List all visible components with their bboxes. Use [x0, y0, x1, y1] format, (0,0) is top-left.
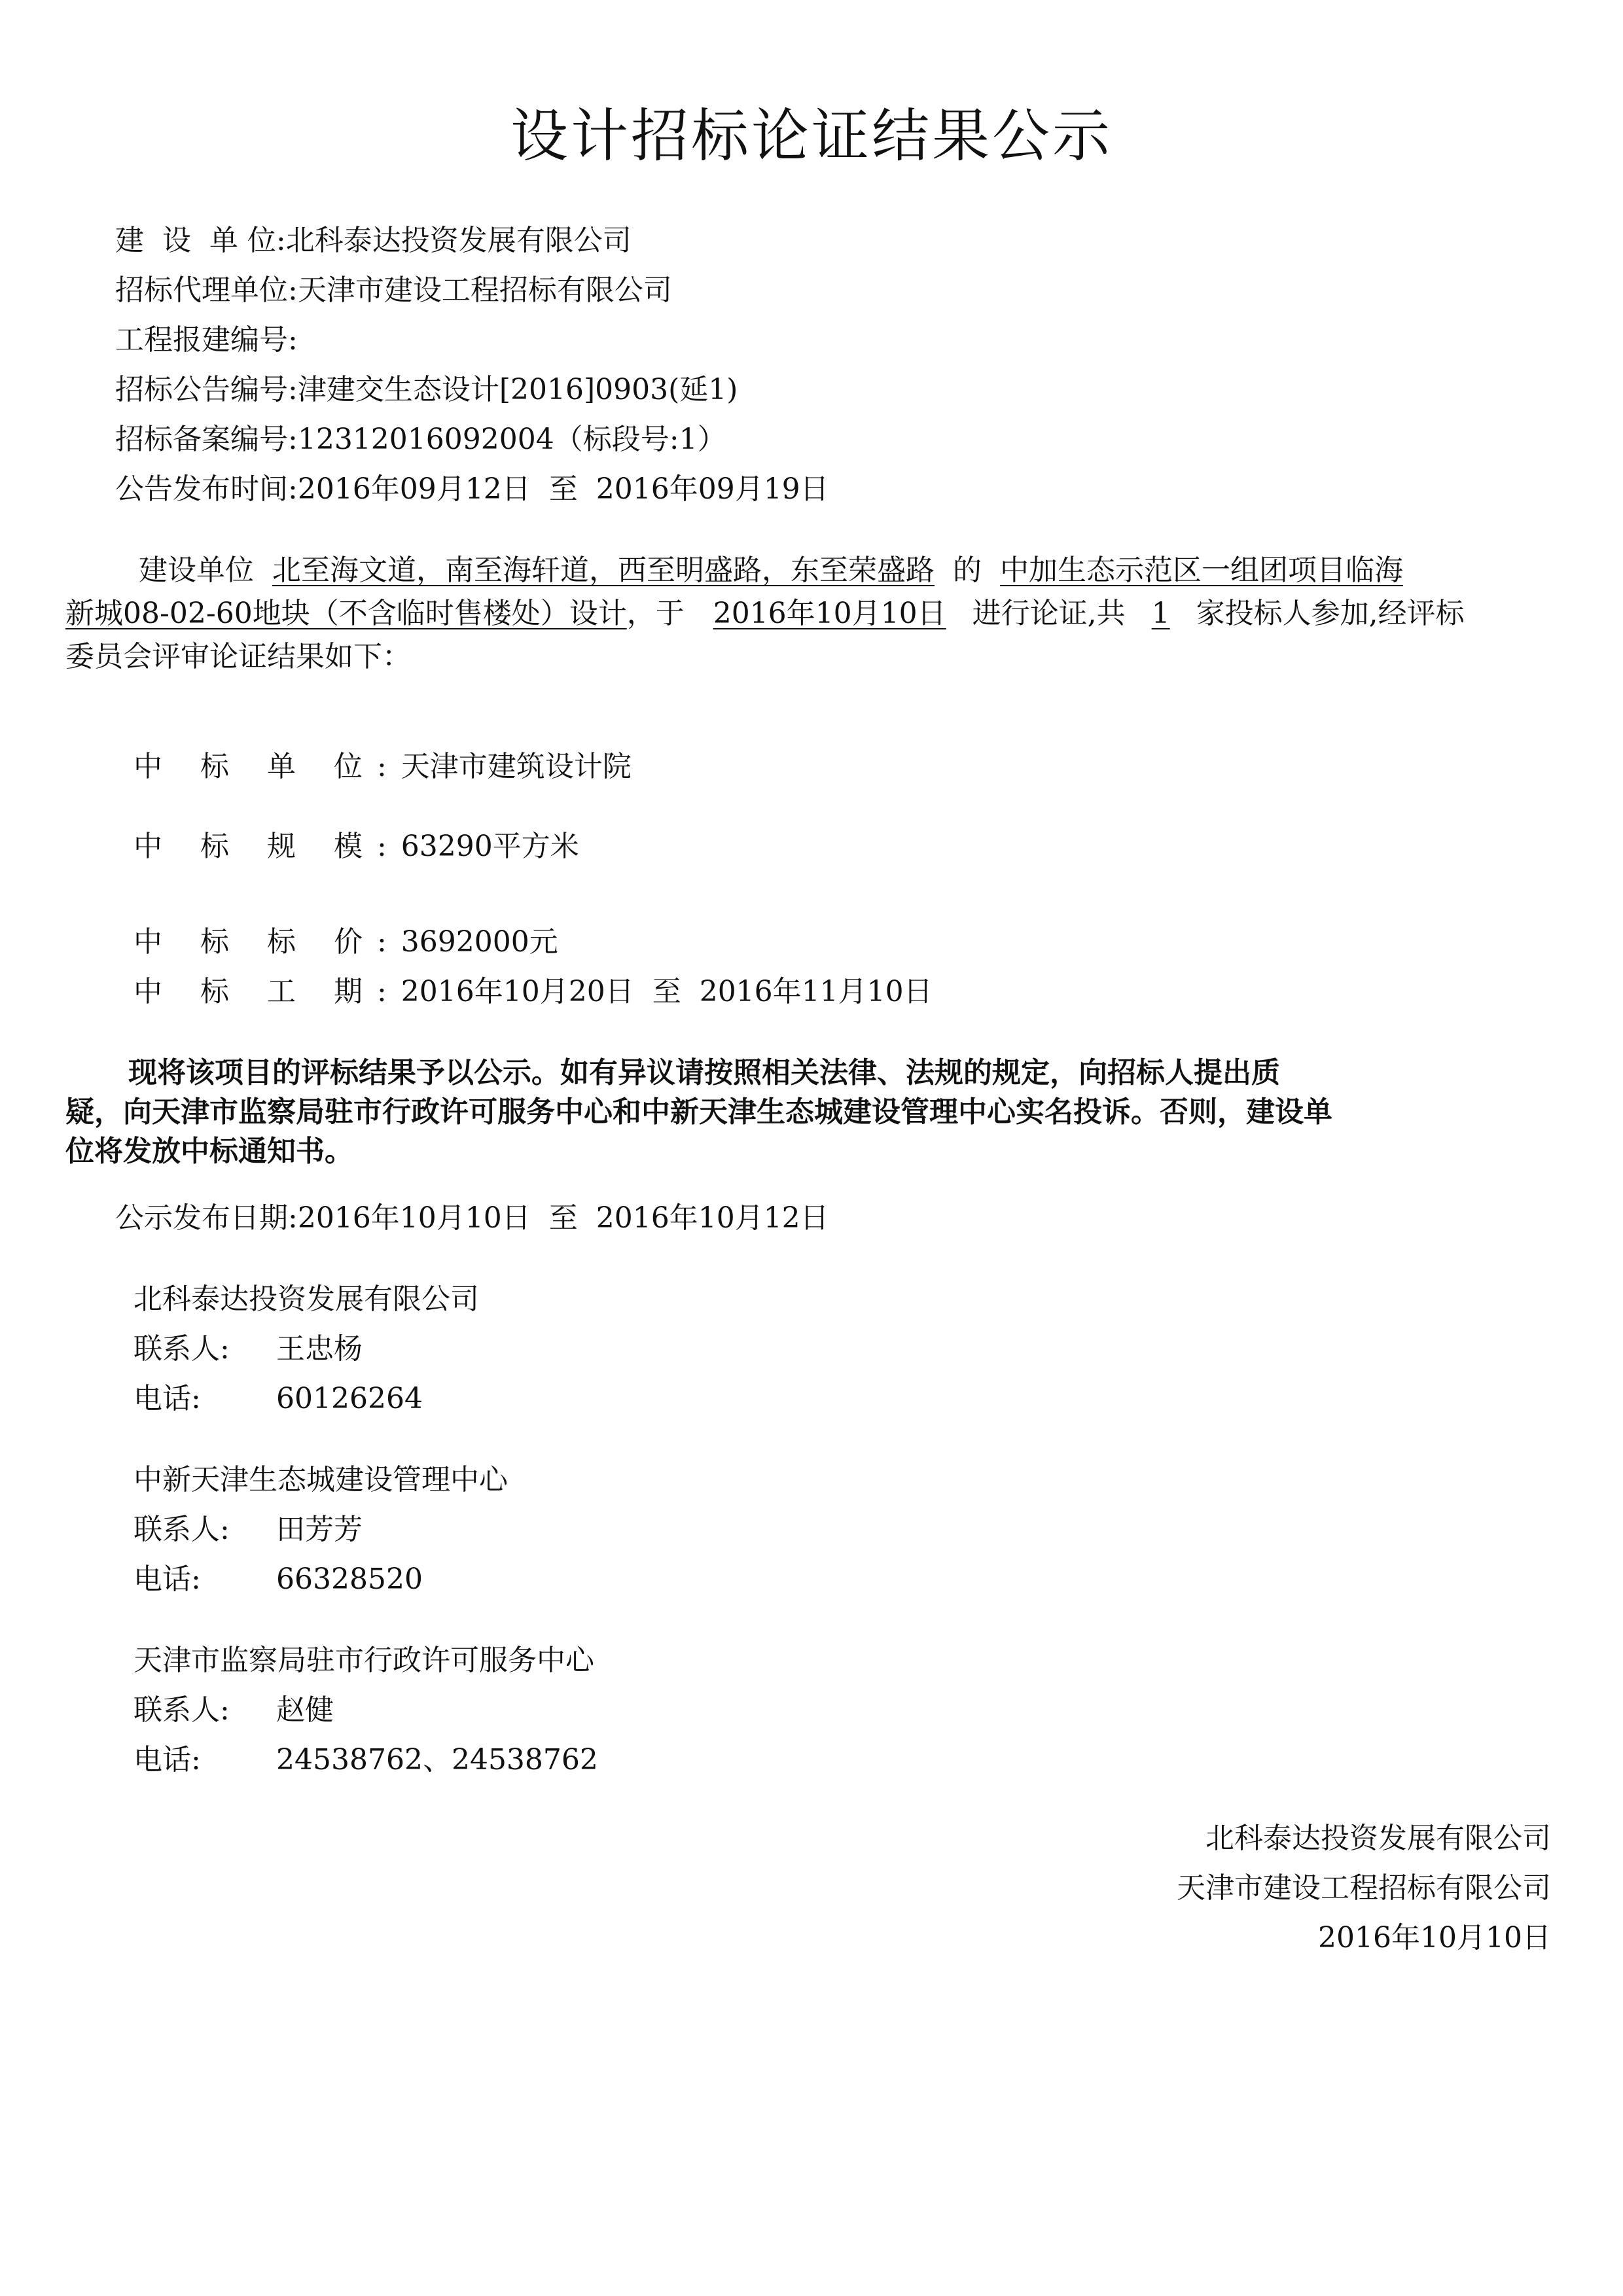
info-row-filing-number [115, 420, 726, 459]
result-row-winner [134, 747, 632, 786]
info-label: 公告发布时间: [115, 472, 298, 506]
result-value: 天津市建筑设计院 [401, 750, 632, 783]
result-label: 中 标 标 价: [134, 925, 401, 959]
contact-phone-label: 电话: [134, 1382, 201, 1415]
project-name-part-1: 中加生态示范区一组团项目临海 [1000, 554, 1403, 587]
contact-org: 天津市监察局驻市行政许可服务中心 [134, 1644, 594, 1677]
result-label: 中 标 工 期: [134, 975, 401, 1008]
project-location: 北至海文道，南至海轩道，西至明盛路，东至荣盛路 [272, 554, 935, 587]
result-value: 63290平方米 [401, 830, 579, 863]
intro-text: 进行论证,共 [972, 597, 1126, 630]
info-label: 建 设 单 位: [115, 224, 286, 257]
bidder-count: 1 [1151, 597, 1170, 630]
contact-person-row [134, 1691, 334, 1730]
intro-text: 家投标人参加,经评标 [1196, 597, 1465, 630]
info-row-project-number [115, 321, 298, 360]
result-value: 3692000元 [401, 925, 558, 959]
result-label: 中 标 单 位: [134, 750, 401, 783]
contact-phone-row [134, 1740, 598, 1780]
info-label: 招标备案编号: [115, 423, 298, 456]
result-row-period [134, 972, 933, 1012]
info-label: 工程报建编号: [115, 323, 298, 357]
contact-person-row [134, 1330, 363, 1369]
intro-line-3: 委员会评审论证结果如下： [65, 640, 411, 673]
info-row-announcement-number [115, 370, 738, 410]
signature-date: 2016年10月10日 [1318, 1921, 1551, 1954]
contact-phone-row [134, 1379, 423, 1419]
contact-person-label: 联系人: [134, 1693, 230, 1727]
contact-org: 北科泰达投资发展有限公司 [134, 1282, 479, 1316]
signature-org-1: 北科泰达投资发展有限公司 [1205, 1822, 1551, 1855]
contact-person-label: 联系人: [134, 1513, 230, 1546]
intro-line-2 [65, 594, 1465, 633]
contact-phone-row [134, 1560, 423, 1599]
contact-org: 中新天津生态城建设管理中心 [134, 1463, 508, 1496]
intro-text: ，于 [626, 597, 685, 630]
contact-phone-label: 电话: [134, 1743, 201, 1776]
contact-person: 赵健 [276, 1693, 334, 1727]
info-value: 2016年09月12日 至 2016年09月19日 [297, 472, 829, 506]
publish-date-value: 2016年10月10日 至 2016年10月12日 [297, 1201, 829, 1235]
contact-person: 田芳芳 [276, 1513, 363, 1546]
evaluation-date: 2016年10月10日 [713, 597, 946, 630]
publish-date-label: 公示发布日期: [115, 1201, 298, 1235]
contact-person: 王忠杨 [276, 1332, 363, 1366]
info-row-builder [115, 221, 632, 260]
info-label: 招标公告编号: [115, 373, 298, 406]
publish-date-row [115, 1199, 829, 1238]
document-title: 设计招标论证结果公示 [510, 102, 1113, 169]
contact-phone: 60126264 [276, 1382, 423, 1415]
result-row-scale [134, 827, 579, 866]
notice-line-1: 现将该项目的评标结果予以公示。如有异议请按照相关法律、法规的规定，向招标人提出质 [128, 1056, 1280, 1089]
notice-line-3: 位将发放中标通知书。 [65, 1135, 353, 1168]
info-value: 津建交生态设计[2016]0903(延1) [297, 373, 738, 406]
project-name-part-2: 新城08-02-60地块（不含临时售楼处）设计 [65, 597, 627, 630]
contact-person-label: 联系人: [134, 1332, 230, 1366]
intro-text: 的 [953, 554, 982, 587]
contact-phone-label: 电话: [134, 1563, 201, 1596]
info-value: 12312016092004（标段号:1） [297, 423, 726, 456]
result-row-price [134, 923, 558, 962]
info-label: 招标代理单位: [115, 274, 298, 307]
result-label: 中 标 规 模: [134, 830, 401, 863]
info-row-agency [115, 271, 672, 310]
signature-org-2: 天津市建设工程招标有限公司 [1177, 1871, 1551, 1905]
intro-line-1 [139, 551, 1403, 590]
contact-person-row [134, 1510, 363, 1549]
info-value: 天津市建设工程招标有限公司 [297, 274, 672, 307]
notice-line-2: 疑，向天津市监察局驻市行政许可服务中心和中新天津生态城建设管理中心实名投诉。否则，建设单 [65, 1095, 1332, 1129]
intro-text: 建设单位 [139, 554, 254, 587]
contact-phone: 24538762、24538762 [276, 1743, 598, 1776]
result-value: 2016年10月20日 至 2016年11月10日 [401, 975, 933, 1008]
info-value: 北科泰达投资发展有限公司 [285, 224, 632, 257]
info-row-announcement-time [115, 470, 829, 509]
contact-phone: 66328520 [276, 1563, 423, 1596]
